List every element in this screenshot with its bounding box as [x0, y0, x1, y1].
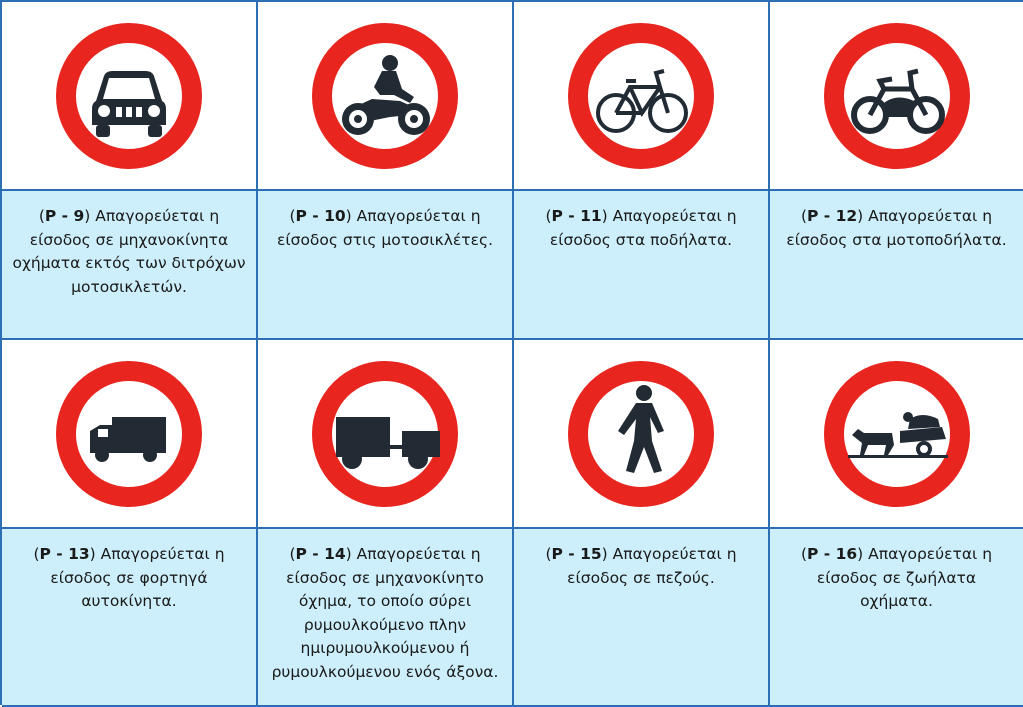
moped-icon — [822, 21, 972, 171]
sign-text: Απαγορεύεται η είσοδος σε φορτηγά αυτοκίνητα. — [50, 545, 225, 610]
sign-code: P - 9 — [44, 207, 85, 225]
motorcycle-icon — [310, 21, 460, 171]
sign-code: P - 12 — [807, 207, 858, 225]
horse-cart-icon — [822, 359, 972, 509]
sign-description-p16: (P - 16) Απαγορεύεται η είσοδος σε ζωήλατα οχήματα. — [770, 529, 1023, 707]
sign-cell-p9 — [2, 2, 258, 191]
sign-code: P - 11 — [551, 207, 602, 225]
sign-cell-p14 — [258, 340, 514, 529]
sign-text: Απαγορεύεται η είσοδος σε μηχανοκίνητα οχήματα εκτός των διτρόχων μοτοσικλετών. — [12, 207, 246, 296]
sign-description-p9: (P - 9) Απαγορεύεται η είσοδος σε μηχανοκίνητα οχήματα εκτός των διτρόχων μοτοσικλετών. — [2, 191, 258, 340]
sign-description-p10: (P - 10) Απαγορεύεται η είσοδος στις μοτοσικλέτες. — [258, 191, 514, 340]
sign-code: P - 10 — [295, 207, 346, 225]
sign-text: Απαγορεύεται η είσοδος στα μοτοποδήλατα. — [786, 207, 1007, 249]
sign-code: P - 15 — [551, 545, 602, 563]
vehicle-with-trailer-icon — [310, 359, 460, 509]
sign-cell-p11 — [514, 2, 770, 191]
sign-cell-p10 — [258, 2, 514, 191]
bicycle-icon — [566, 21, 716, 171]
truck-icon — [54, 359, 204, 509]
sign-text: Απαγορεύεται η είσοδος στα ποδήλατα. — [549, 207, 737, 249]
sign-text: Απαγορεύεται η είσοδος σε μηχανοκίνητο όχημα, το οποίο σύρει ρυμουλκούμενο πλην ημιρυμουλκούμενου ή ρυμουλκούμενου ενός άξονα. — [271, 545, 499, 681]
sign-description-p14: (P - 14) Απαγορεύεται η είσοδος σε μηχανοκίνητο όχημα, το οποίο σύρει ρυμουλκούμενο πλην ημιρυμουλκούμενου ή ρυμουλκούμενου ενός άξονα. — [258, 529, 514, 707]
sign-text: Απαγορεύεται η είσοδος σε πεζούς. — [567, 545, 737, 587]
sign-description-p13: (P - 13) Απαγορεύεται η είσοδος σε φορτηγά αυτοκίνητα. — [2, 529, 258, 707]
pedestrian-icon — [566, 359, 716, 509]
sign-cell-p13 — [2, 340, 258, 529]
sign-cell-p12 — [770, 2, 1023, 191]
sign-code: P - 16 — [807, 545, 858, 563]
sign-code: P - 13 — [39, 545, 90, 563]
sign-text: Απαγορεύεται η είσοδος σε ζωήλατα οχήματα. — [816, 545, 993, 610]
sign-description-p15: (P - 15) Απαγορεύεται η είσοδος σε πεζούς. — [514, 529, 770, 707]
sign-cell-p15 — [514, 340, 770, 529]
sign-description-p12: (P - 12) Απαγορεύεται η είσοδος στα μοτοποδήλατα. — [770, 191, 1023, 340]
sign-cell-p16 — [770, 340, 1023, 529]
car-icon — [54, 21, 204, 171]
sign-text: Απαγορεύεται η είσοδος στις μοτοσικλέτες. — [277, 207, 493, 249]
sign-code: P - 14 — [295, 545, 346, 563]
sign-description-p11: (P - 11) Απαγορεύεται η είσοδος στα ποδήλατα. — [514, 191, 770, 340]
